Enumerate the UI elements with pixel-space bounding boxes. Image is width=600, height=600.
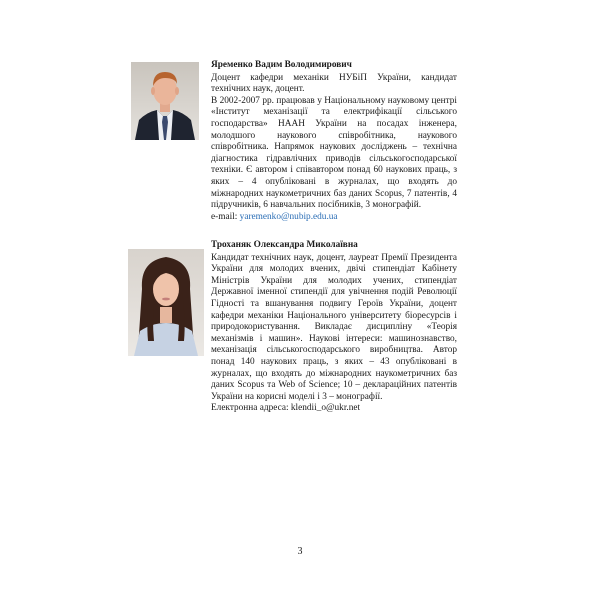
page-number: 3: [297, 546, 303, 557]
author-bio-trokhaniak: [211, 240, 457, 415]
author-name: Яременко Вадим Володимирович: [211, 60, 352, 70]
author-position-paragraph: Доцент кафедри механіки НУБіП України, кандидат технічних наук, доцент.: [211, 72, 457, 95]
author-email-line: [211, 212, 457, 224]
author-career-paragraph: В 2002-2007 рр. працював у Національному науковому центрі «Інститут механізації та електрифікації сільського господарства» НААН України на посадах інженера, молодшого наукового співробітника, наукового співробітника. Напрямок наукових досліджень – технічна діагностика гідравлічних приводів сільськогосподарської техніки. Є автором і співавтором понад 60 наукових праць, з яких – 4 опубліковані в журналах, що входять до міжнародних наукометричних баз даних Scopus, 7 патентів, 4 підручників, 6 навчальних посібників, 3 монографій.: [211, 95, 457, 211]
author-email-line: [211, 403, 457, 415]
author-photo-yaremenko: [131, 62, 199, 140]
email-address[interactable]: klendii_o@ukr.net: [290, 403, 361, 414]
author-name: Троханяк Олександра Миколаївна: [211, 240, 358, 250]
author-bio-yaremenko: [211, 60, 457, 223]
portrait-woman-image: [128, 249, 204, 356]
email-link[interactable]: yaremenko@nubip.edu.ua: [239, 211, 338, 222]
email-label: Електронна адреса:: [211, 403, 289, 414]
author-photo-trokhaniak: [128, 249, 204, 356]
portrait-man-image: [131, 62, 199, 140]
author-description-paragraph: Кандидат технічних наук, доцент, лауреат Премії Президента України для молодих вчених, двічі стипендіат Кабінету Міністрів України для молодих учених, стипендіат Державної іменної стипендії для увічнення подій Революції Гідності та вшанування подвигу Героїв України, доцент кафедри механіки Національного університету біоресурсів і природокористування. Викладає дисципліну «Теорія механізмів і машин». Наукові інтереси: машинознавство, механізація сільськогосподарського виробництва. Автор понад 140 наукових праць, з яких – 43 опубліковані в журналах, що входять до міжнародних наукометричних баз даних Scopus та Web of Science; 10 – деклараційних патентів України на корисні моделі і 3 – монографії.: [211, 252, 457, 402]
email-label: e-mail:: [211, 211, 238, 222]
